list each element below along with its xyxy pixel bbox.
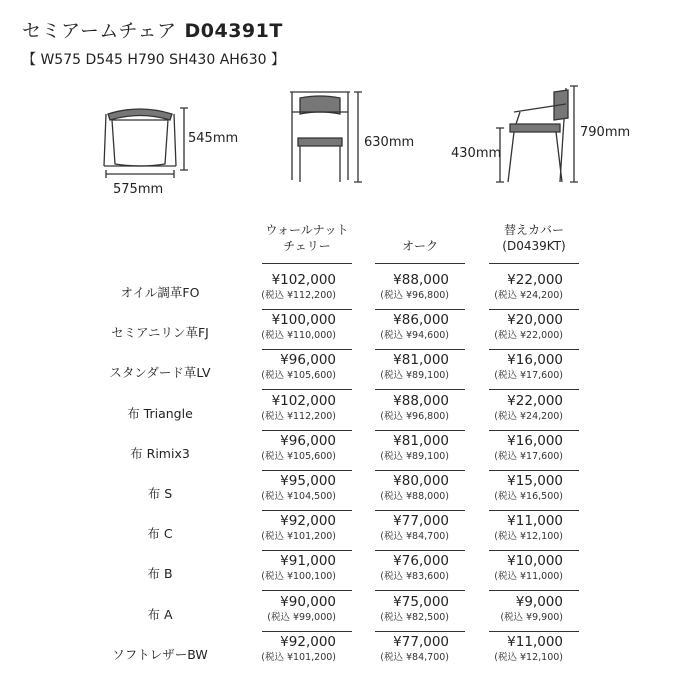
row-rule <box>375 470 465 471</box>
price: ¥9,000 <box>515 593 563 610</box>
row-label: オイル調革FO <box>120 285 200 300</box>
row-rule <box>262 590 352 591</box>
row-rule <box>489 550 579 551</box>
dimensions-summary: 【 W575 D545 H790 SH430 AH630 】 <box>22 52 285 68</box>
price-cell <box>483 634 563 664</box>
tax-included-price: (税込 ¥112,200) <box>261 410 336 422</box>
tax-included-price: (税込 ¥83,600) <box>380 571 449 583</box>
chair-top-view-icon <box>104 108 188 178</box>
price: ¥77,000 <box>393 513 449 530</box>
row-rule <box>262 550 352 551</box>
row-rule <box>489 631 579 632</box>
row-rule <box>375 430 465 431</box>
price: ¥81,000 <box>393 352 449 369</box>
row-rule <box>489 389 579 390</box>
tax-included-price: (税込 ¥88,000) <box>380 491 449 502</box>
tax-included-price: (税込 ¥24,200) <box>494 410 563 422</box>
price-cell <box>256 473 336 503</box>
price-cell <box>256 393 336 423</box>
tax-included-price: (税込 ¥84,700) <box>380 531 449 543</box>
price: ¥22,000 <box>507 272 563 288</box>
price-cell <box>483 393 563 423</box>
row-rule <box>375 550 465 551</box>
price: ¥77,000 <box>393 633 449 650</box>
row-label: 布 B <box>147 566 173 582</box>
price-cell <box>483 272 563 302</box>
tax-included-price: (税込 ¥101,200) <box>261 651 336 663</box>
price: ¥10,000 <box>507 553 563 570</box>
tax-included-price: (税込 ¥12,100) <box>494 651 563 663</box>
tax-included-price: (税込 ¥96,800) <box>380 290 449 301</box>
price-cell <box>256 594 336 624</box>
row-rule <box>489 430 579 431</box>
row-rule <box>375 349 465 350</box>
price: ¥81,000 <box>393 432 449 449</box>
price: ¥75,000 <box>393 593 449 610</box>
tax-included-price: (税込 ¥17,600) <box>494 370 563 382</box>
price-cell <box>256 272 336 302</box>
price-cell <box>483 352 563 382</box>
tax-included-price: (税込 ¥101,200) <box>261 531 336 543</box>
tax-included-price: (税込 ¥24,200) <box>494 290 563 301</box>
tax-included-price: (税込 ¥110,000) <box>261 330 336 342</box>
page-title <box>22 16 283 43</box>
tax-included-price: (税込 ¥84,700) <box>380 651 449 663</box>
price: ¥90,000 <box>280 593 336 610</box>
row-label: 布 Triangle <box>127 405 193 421</box>
price: ¥86,000 <box>393 312 449 329</box>
arm-height-label: 630mm <box>364 135 415 150</box>
tax-included-price: (税込 ¥22,000) <box>494 330 563 342</box>
tax-included-price: (税込 ¥12,100) <box>494 531 563 543</box>
chair-diagram <box>0 78 700 208</box>
row-rule <box>262 349 352 350</box>
price: ¥88,000 <box>393 392 449 409</box>
price: ¥11,000 <box>507 513 563 530</box>
price-cell <box>256 312 336 342</box>
price-cell <box>483 473 563 503</box>
tax-included-price: (税込 ¥104,500) <box>261 491 336 502</box>
row-rule <box>375 309 465 310</box>
width-label: 575mm <box>113 182 164 197</box>
column-header-rule <box>262 263 352 264</box>
price-cell <box>369 634 449 664</box>
row-rule <box>489 590 579 591</box>
price: ¥22,000 <box>507 392 563 409</box>
row-rule <box>375 590 465 591</box>
product-code: D04391T <box>184 20 283 42</box>
price-cell <box>369 433 449 463</box>
row-rule <box>489 349 579 350</box>
tax-included-price: (税込 ¥9,900) <box>500 611 563 623</box>
row-rule <box>262 430 352 431</box>
depth-label: 545mm <box>188 131 239 146</box>
price: ¥80,000 <box>393 473 449 489</box>
tax-included-price: (税込 ¥100,100) <box>261 571 336 583</box>
price-cell <box>369 393 449 423</box>
price: ¥16,000 <box>507 352 563 369</box>
row-rule <box>375 631 465 632</box>
row-label: 布 A <box>147 606 173 622</box>
price: ¥96,000 <box>280 352 336 369</box>
tax-included-price: (税込 ¥89,100) <box>380 370 449 382</box>
row-rule <box>489 510 579 511</box>
price: ¥102,000 <box>271 272 336 288</box>
row-rule <box>262 389 352 390</box>
tax-included-price: (税込 ¥94,600) <box>380 330 449 342</box>
price: ¥100,000 <box>271 312 336 329</box>
column-header: 替えカバー (D0439KT) <box>502 223 566 253</box>
price-cell <box>256 513 336 543</box>
price: ¥11,000 <box>507 633 563 650</box>
price: ¥92,000 <box>280 513 336 530</box>
tax-included-price: (税込 ¥99,000) <box>267 611 336 623</box>
tax-included-price: (税込 ¥82,500) <box>380 611 449 623</box>
row-label: 布 Rimix3 <box>130 445 190 461</box>
tax-included-price: (税込 ¥112,200) <box>261 290 336 301</box>
price: ¥95,000 <box>280 473 336 489</box>
tax-included-price: (税込 ¥17,600) <box>494 450 563 462</box>
price-cell <box>483 513 563 543</box>
row-rule <box>262 631 352 632</box>
tax-included-price: (税込 ¥11,000) <box>494 571 563 583</box>
price-cell <box>483 553 563 583</box>
row-rule <box>262 309 352 310</box>
row-label: セミアニリン革FJ <box>111 325 209 341</box>
price: ¥76,000 <box>393 553 449 570</box>
price: ¥88,000 <box>393 272 449 288</box>
price-cell <box>483 594 563 624</box>
column-header-rule <box>489 263 579 264</box>
tax-included-price: (税込 ¥16,500) <box>494 491 563 502</box>
price-cell <box>256 634 336 664</box>
price-cell <box>256 352 336 382</box>
price: ¥20,000 <box>507 312 563 329</box>
tax-included-price: (税込 ¥105,600) <box>261 450 336 462</box>
price-cell <box>369 594 449 624</box>
chair-drawings <box>0 78 700 208</box>
row-rule <box>262 510 352 511</box>
price: ¥16,000 <box>507 432 563 449</box>
price: ¥91,000 <box>280 553 336 570</box>
chair-front-view-icon <box>290 92 362 182</box>
price-cell <box>483 312 563 342</box>
price-cell <box>369 473 449 503</box>
column-header-rule <box>375 263 465 264</box>
price-cell <box>256 553 336 583</box>
product-name: セミアームチェア <box>22 20 177 42</box>
price: ¥92,000 <box>280 633 336 650</box>
price-cell <box>369 312 449 342</box>
price: ¥15,000 <box>507 473 563 489</box>
seat-height-label: 430mm <box>451 146 502 161</box>
price-cell <box>369 553 449 583</box>
price-cell <box>369 352 449 382</box>
price: ¥96,000 <box>280 432 336 449</box>
price-cell <box>483 433 563 463</box>
column-header: オーク <box>401 239 438 253</box>
chair-side-view-icon <box>496 86 578 182</box>
row-rule <box>375 510 465 511</box>
tax-included-price: (税込 ¥89,100) <box>380 450 449 462</box>
row-rule <box>375 389 465 390</box>
column-header: ウォールナット チェリー <box>265 223 349 253</box>
tax-included-price: (税込 ¥96,800) <box>380 410 449 422</box>
row-label: 布 S <box>147 486 173 501</box>
price-cell <box>369 513 449 543</box>
row-rule <box>262 470 352 471</box>
row-rule <box>489 309 579 310</box>
row-label: 布 C <box>147 526 173 542</box>
row-label: ソフトレザーBW <box>112 646 208 662</box>
height-label: 790mm <box>580 125 631 140</box>
row-rule <box>489 470 579 471</box>
tax-included-price: (税込 ¥105,600) <box>261 370 336 382</box>
row-label: スタンダード革LV <box>109 365 211 381</box>
price-cell <box>369 272 449 302</box>
price: ¥102,000 <box>271 392 336 409</box>
price-cell <box>256 433 336 463</box>
